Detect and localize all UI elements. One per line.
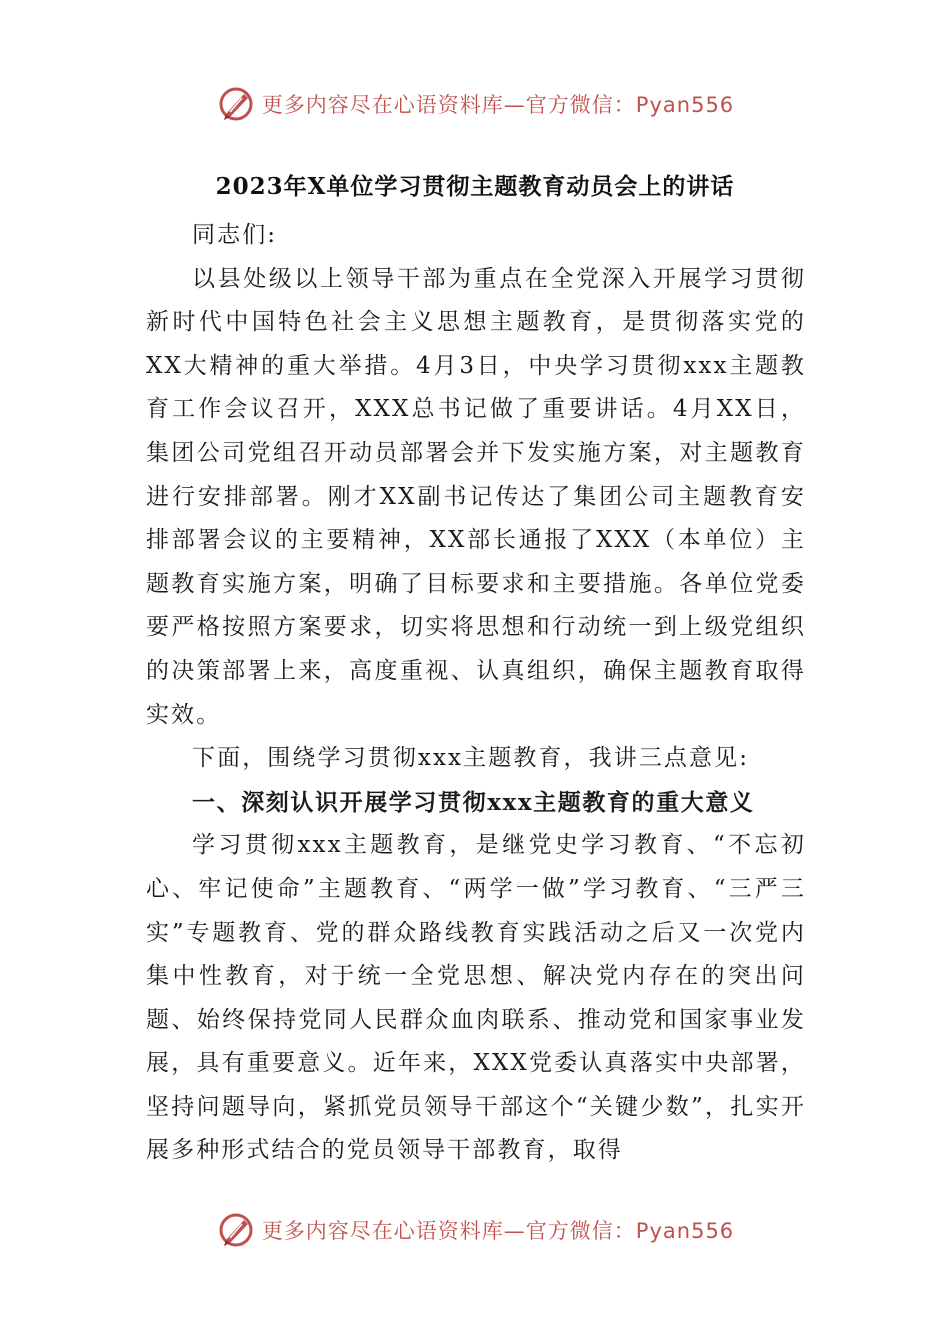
paragraph: 以县处级以上领导干部为重点在全党深入开展学习贯彻新时代中国特色社会主义思想主题教育，是贯彻落实党的XX大精神的重大举措。4月3日，中央学习贯彻xxx主题教育工作会议召开，XXX总书记做了重要讲话。4月XX日，集团公司党组召开动员部署会并下发实施方案，对主题教育进行安排部署。刚才XX副书记传达了集团公司主题教育安排部署会议的主要精神，XX部长通报了XXX（本单位）主题教育实施方案，明确了目标要求和主要措施。各单位党委要严格按照方案要求，切实将思想和行动统一到上级党组织的决策部署上来，高度重视、认真组织，确保主题教育取得实效。 bbox=[146, 265, 807, 728]
watermark-text: 更多内容尽在心语资料库—官方微信：Pyan556 bbox=[261, 1219, 735, 1243]
watermark-banner-bottom bbox=[0, 1208, 950, 1252]
pen-nib-logo-icon bbox=[216, 1210, 256, 1250]
watermark-banner-top bbox=[0, 82, 950, 126]
document-body bbox=[146, 214, 806, 1173]
paragraph: 学习贯彻xxx主题教育，是继党史学习教育、“不忘初心、牢记使命”主题教育、“两学一做”学习教育、“三严三实”专题教育、党的群众路线教育实践活动之后又一次党内集中性教育，对于统一全党思想、解决党内存在的突出问题、始终保持党同人民群众血肉联系、推动党和国家事业发展，具有重要意义。近年来，XXX党委认真落实中央部署，坚持问题导向，紧抓党员领导干部这个“关键少数”，扎实开展多种形式结合的党员领导干部教育，取得 bbox=[146, 832, 806, 1164]
watermark-text: 更多内容尽在心语资料库—官方微信：Pyan556 bbox=[261, 93, 735, 117]
pen-nib-logo-icon bbox=[216, 84, 256, 124]
document-title: 2023年X单位学习贯彻主题教育动员会上的讲话 bbox=[215, 173, 735, 200]
paragraph: 下面，围绕学习贯彻xxx主题教育，我讲三点意见: bbox=[192, 745, 750, 772]
section-heading: 一、深刻认识开展学习贯彻xxx主题教育的重大意义 bbox=[192, 788, 755, 816]
salutation: 同志们: bbox=[192, 222, 278, 248]
